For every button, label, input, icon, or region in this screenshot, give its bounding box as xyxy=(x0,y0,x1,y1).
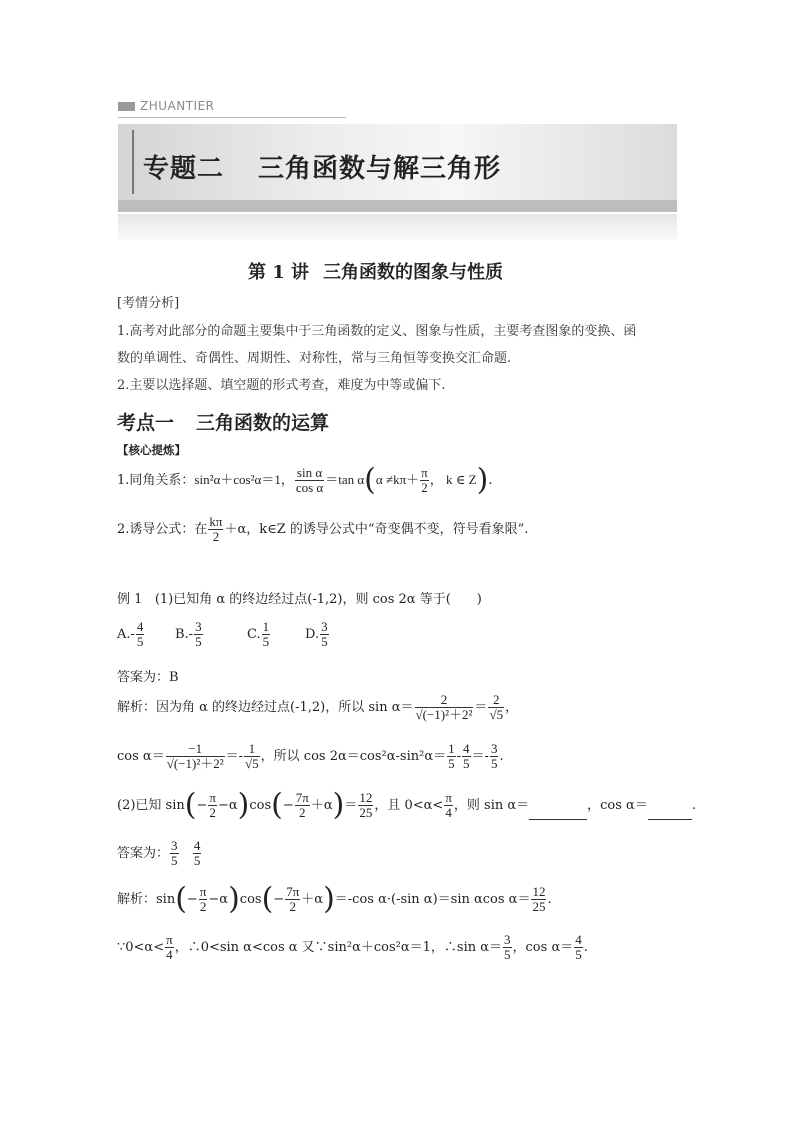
sol2-fraction-2 xyxy=(244,742,260,771)
option-d-letter: D. xyxy=(305,627,320,642)
item1-num: sin α xyxy=(296,465,323,480)
sol2-f4-den: 5 xyxy=(463,756,470,771)
sol3-mid: ＝-cos α·(-sin α)＝sin αcos α＝ xyxy=(334,892,531,907)
q2-minus-2: − xyxy=(282,798,294,813)
option-b-den: 5 xyxy=(195,634,202,649)
banner-edge xyxy=(132,130,134,194)
sol2-prefix: cos α＝ xyxy=(117,749,165,764)
sol3-fraction-2 xyxy=(285,885,300,914)
sol2-f3-num: 1 xyxy=(448,741,455,756)
option-a-den: 5 xyxy=(136,634,144,649)
q2-paren-1-close: ) xyxy=(237,787,250,823)
q2-paren-2-open: ( xyxy=(271,787,283,823)
chapter-topic-name: 三角函数与解三角形 xyxy=(258,154,502,184)
answer-2-f1-den: 5 xyxy=(171,853,178,868)
item1-cond-fraction xyxy=(420,466,429,495)
sol2-mid: ，所以 cos 2α＝cos²α-sin²α＝ xyxy=(260,749,447,764)
sol4-f2-den: 5 xyxy=(504,947,511,962)
item1-cond-b: ， k ∈ Z xyxy=(429,472,477,487)
q2-minus-1: − xyxy=(196,798,208,813)
sol3-f3-den: 25 xyxy=(532,899,546,914)
header-square-mark xyxy=(118,102,135,111)
item2-prefix: 2.诱导公式：在 xyxy=(117,522,208,537)
chapter-topic: 专题二 xyxy=(143,154,225,184)
item1-end: . xyxy=(488,473,493,488)
sin-answer-blank[interactable] xyxy=(529,804,587,820)
sol3-fraction-3 xyxy=(531,885,546,914)
sol4-b: ，∴0<sin α<cos α 又∵sin²α＋cos²α＝1，∴sin α＝ xyxy=(174,940,503,955)
q2-fraction-1 xyxy=(208,791,217,820)
sol1-fraction-2 xyxy=(488,693,504,722)
core-label: 【核心提炼】 xyxy=(117,443,186,457)
q2-fraction-2 xyxy=(295,791,310,820)
answer-2 xyxy=(117,839,202,868)
sol2-f5-den: 5 xyxy=(490,756,498,771)
option-d-num: 3 xyxy=(321,619,328,634)
item2-den: 2 xyxy=(208,529,223,544)
q2-f2-den: 2 xyxy=(295,805,310,820)
sol2-f3-den: 5 xyxy=(448,756,455,771)
header-rule xyxy=(118,117,346,118)
core-item-1 xyxy=(117,462,493,498)
sol2-fraction-3 xyxy=(447,742,456,771)
option-b-fraction xyxy=(194,620,203,649)
sol3-fraction-1 xyxy=(199,885,208,914)
sol4-f2-num: 3 xyxy=(504,932,511,947)
answer-2-f2-den: 5 xyxy=(193,853,201,868)
option-c[interactable] xyxy=(247,620,271,649)
sol3-paren-2-open: ( xyxy=(261,881,274,917)
item1-prefix: 1.同角关系： xyxy=(117,473,195,488)
banner-band xyxy=(118,200,677,212)
solution-1-line-2 xyxy=(117,742,504,771)
sol4-f1-num: π xyxy=(166,932,173,947)
option-c-den: 5 xyxy=(262,634,270,649)
sol2-f1-den: √(−1)²＋2² xyxy=(166,756,224,771)
option-a-num: 4 xyxy=(136,619,144,634)
chapter-title xyxy=(143,148,501,185)
item1-tan: ＝tan α xyxy=(325,472,365,487)
analysis-label: [考情分析] xyxy=(117,296,180,311)
option-c-num: 1 xyxy=(262,619,270,634)
section-number: 考点一 xyxy=(117,412,175,434)
sol2-f2-den: √5 xyxy=(245,756,259,771)
sol1-f1-den: √(−1)²＋2² xyxy=(415,707,473,722)
sol2-fraction-5 xyxy=(490,742,499,771)
item1-cond-num: π xyxy=(421,465,428,480)
sol2-f1-num: −1 xyxy=(188,741,203,756)
sol3-minus-alpha: −α xyxy=(208,892,229,907)
lecture-number: 第 1 讲 xyxy=(248,262,310,283)
sol3-end: . xyxy=(547,892,552,907)
item2-suffix: ＋α，k∈Z 的诱导公式中“奇变偶不变，符号看象限”. xyxy=(224,522,529,537)
sol3-f3-num: 12 xyxy=(532,884,546,899)
sol4-a: ∵0<α< xyxy=(117,940,165,955)
example-question-2 xyxy=(117,787,696,823)
q2-then: ，则 sin α＝ xyxy=(453,798,530,813)
q2-f2-num: 7π xyxy=(295,790,309,805)
answer-2-fraction-1 xyxy=(170,839,179,868)
header-code: ZHUANTIER xyxy=(140,99,215,113)
sol3-paren-1-open: ( xyxy=(175,881,187,917)
q2-end: . xyxy=(691,798,696,813)
option-b-num: 3 xyxy=(195,619,202,634)
example-label: 例 1 xyxy=(117,592,143,607)
sol3-paren-1-close: ) xyxy=(228,881,240,917)
option-d[interactable] xyxy=(305,620,330,649)
sol2-f2-num: 1 xyxy=(248,741,256,756)
item2-num: kπ xyxy=(209,514,223,529)
sol3-f1-num: π xyxy=(199,884,207,899)
item1-den: cos α xyxy=(295,480,324,495)
option-d-fraction xyxy=(320,620,329,649)
sol4-f3-num: 4 xyxy=(575,932,582,947)
sol3-f2-den: 2 xyxy=(285,899,300,914)
analysis-line-1: 1.高考对此部分的命题主要集中于三角函数的定义、图象与性质，主要考查图象的变换、函 xyxy=(117,324,637,339)
sol3-minus-2: − xyxy=(273,892,285,907)
sol4-fraction-3 xyxy=(574,933,583,962)
right-paren: ) xyxy=(476,462,489,498)
sol3-paren-2-close: ) xyxy=(323,881,335,917)
lecture-name: 三角函数的图象与性质 xyxy=(323,262,504,283)
q2-f1-num: π xyxy=(209,790,216,805)
answer-2-f2-num: 4 xyxy=(193,838,201,853)
q2-f4-den: 4 xyxy=(445,805,452,820)
sol2-end: . xyxy=(499,749,504,764)
option-b[interactable] xyxy=(175,620,204,649)
item1-identity: sin²α＋cos²α＝1， xyxy=(194,472,294,487)
sol4-c: ，cos α＝ xyxy=(512,940,574,955)
example-question-1 xyxy=(117,588,482,607)
cos-answer-blank[interactable] xyxy=(648,804,692,820)
left-paren: ( xyxy=(364,462,376,498)
solution-2-line-2 xyxy=(117,933,588,962)
analysis-line-3: 2.主要以选择题、填空题的形式考查，难度为中等或偏下. xyxy=(117,378,446,393)
sol2-eq2: ＝- xyxy=(471,749,489,764)
q2-f1-den: 2 xyxy=(209,805,216,820)
sol1-fraction-1 xyxy=(415,693,474,722)
sol1-prefix: 解析：因为角 α 的终边经过点(-1,2)，所以 sin α＝ xyxy=(117,700,414,715)
sol3-f1-den: 2 xyxy=(199,899,207,914)
sol4-fraction-1 xyxy=(165,933,174,962)
sol2-f5-num: 3 xyxy=(490,741,498,756)
sol3-plus-alpha: ＋α xyxy=(301,892,324,907)
q2-fraction-3 xyxy=(358,791,373,820)
option-a-fraction xyxy=(136,620,145,649)
sol2-fraction-1 xyxy=(166,742,225,771)
sol2-dash: - xyxy=(456,749,462,764)
item1-cond-den: 2 xyxy=(421,480,428,495)
q2-fraction-4 xyxy=(444,791,453,820)
section-name: 三角函数的运算 xyxy=(196,412,330,434)
sol3-cos: cos xyxy=(239,892,262,907)
core-item-2 xyxy=(117,515,528,544)
solution-2-line-1 xyxy=(117,881,552,917)
option-c-fraction xyxy=(262,620,271,649)
q2-cos: cos xyxy=(249,798,272,813)
answer-2-f1-num: 3 xyxy=(171,838,178,853)
q2-f3-den: 25 xyxy=(359,805,373,820)
q2-condition: ，且 0<α< xyxy=(374,798,444,813)
sol4-end: . xyxy=(583,940,588,955)
q2-prefix: (2)已知 sin xyxy=(117,798,185,813)
sol2-fraction-4 xyxy=(462,742,471,771)
option-c-letter: C. xyxy=(247,627,261,642)
sol1-eq: ＝ xyxy=(474,700,488,715)
sol1-f2-num: 2 xyxy=(493,692,500,707)
sol3-minus-1: − xyxy=(186,892,198,907)
q2-plus-alpha: ＋α xyxy=(310,798,333,813)
answer-2-fraction-2 xyxy=(193,839,202,868)
option-a-letter: A.- xyxy=(117,627,135,642)
analysis-line-2: 数的单调性、奇偶性、周期性、对称性，常与三角恒等变换交汇命题. xyxy=(117,351,512,366)
q2-f4-num: π xyxy=(445,790,452,805)
item1-cond-a: α ≠kπ＋ xyxy=(375,472,420,487)
banner-footer xyxy=(118,214,677,240)
answer-1: 答案为：B xyxy=(117,670,179,685)
option-a[interactable] xyxy=(117,620,145,649)
solution-1-line-1 xyxy=(117,693,518,722)
sol3-f2-num: 7π xyxy=(286,884,300,899)
sol4-fraction-2 xyxy=(503,933,512,962)
lecture-title xyxy=(248,258,503,284)
section-title xyxy=(117,408,329,435)
option-b-letter: B.- xyxy=(175,627,194,642)
sol1-end: ， xyxy=(505,700,519,715)
q2-minus-alpha: −α xyxy=(217,798,238,813)
q2-mid: ，cos α＝ xyxy=(587,798,648,813)
q2-f3-num: 12 xyxy=(359,790,373,805)
sol3-prefix: 解析：sin xyxy=(117,892,176,907)
sol2-f4-num: 4 xyxy=(463,741,470,756)
answer-2-label: 答案为： xyxy=(117,846,170,861)
question-1-text: (1)已知角 α 的终边经过点(-1,2)，则 cos 2α 等于( ) xyxy=(154,592,482,607)
item2-fraction xyxy=(208,515,223,544)
sol2-eq: ＝- xyxy=(225,749,244,764)
sol4-f1-den: 4 xyxy=(166,947,173,962)
q2-paren-2-close: ) xyxy=(332,787,345,823)
item1-fraction xyxy=(295,466,324,495)
option-d-den: 5 xyxy=(321,634,328,649)
sol1-f2-den: √5 xyxy=(489,707,504,722)
q2-eq: ＝ xyxy=(344,798,358,813)
sol1-f1-num: 2 xyxy=(440,692,448,707)
sol4-f3-den: 5 xyxy=(575,947,582,962)
q2-paren-1-open: ( xyxy=(184,787,197,823)
